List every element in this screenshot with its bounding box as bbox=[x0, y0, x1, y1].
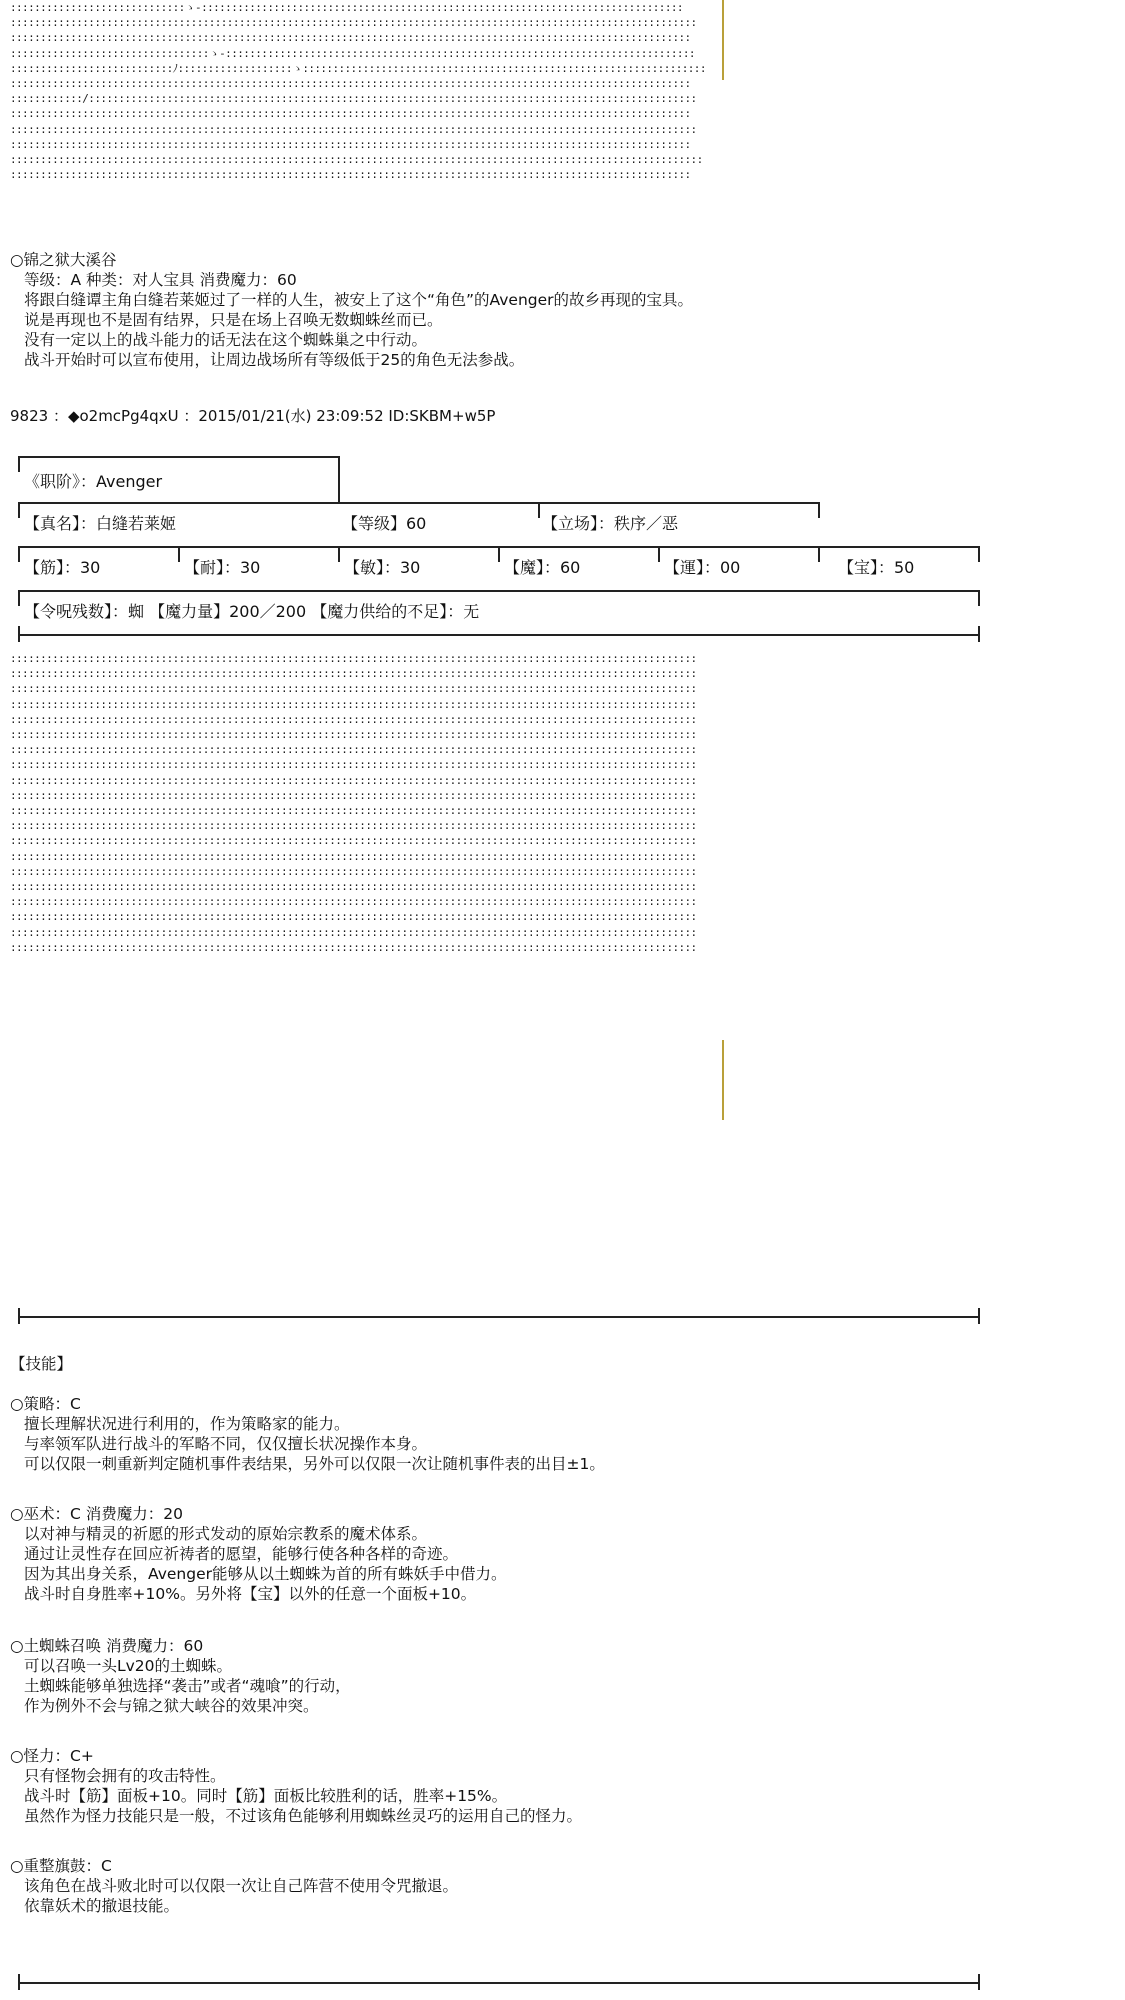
skill-line: 战斗时自身胜率+10%。另外将【宝】以外的任意一个面板+10。 bbox=[24, 1585, 477, 1603]
table-line bbox=[338, 546, 340, 562]
status-luk: 【運】：00 bbox=[664, 558, 741, 577]
ascii-art-top: :::::::::::::::::::::::::::::ゝ-:::::::::::::::::::::::::::::::::::::::::::::::::::::::::::::::::::::::::::::::: :::::::::::::::::::::::::::::::::::::::::::::::::::::::::::::::::::::::::::::::::::::::::::::::::::::::::::::::::: ::::::::::::::::::::::::::::::::::::::::::::::::::::::::::::::::::::::::::::::::::::::::::::::::::::::::::::::::: :::::::::::::::::::::::::::::::::ゝ-:::::::::::::::::::::::::::::::::::::::::::::::::::::::::::::::::::::::::::::: :::::::::::::::::::::::::::ﾉ:::::::::::::::::::ゝ::::::::::::::::::::::::::::::::::::::::::::::::::::::::::::::::::: ::::::::::::::::::::::::::::::::::::::::::::::::::::::::::::::::::::::::::::::::::::::::::::::::::::::::::::::::: ::::::::::::/::::::::::::::::::::::::::::::::::::::::::::::::::::::::::::::::::::::::::::::::::::::::::::::::::::: ::::::::::::::::::::::::::::::::::::::::::::::::::::::::::::::::::::::::::::::::::::::::::::::::::::::::::::::::: :::::::::::::::::::::::::::::::::::::::::::::::::::::::::::::::::::::::::::::::::::::::::::::::::::::::::::::::::: ::::::::::::::::::::::::::::::::::::::::::::::::::::::::::::::::::::::::::::::::::::::::::::::::::::::::::::::::: ::::::::::::::::::::::::::::::::::::::::::::::::::::::::::::::::::::::::::::::::::::::::::::::::::::::::::::::::::: ::::::::::::::::::::::::::::::::::::::::::::::::::::::::::::::::::::::::::::::::::::::::::::::::::::::::::::::::: bbox=[10, 1, 706, 182]
separator-line bbox=[18, 1316, 980, 1318]
skill-line: 因为其出身关系，Avenger能够从以土蜘蛛为首的所有蛛妖手中借力。 bbox=[24, 1565, 507, 1583]
np-line-3: 说是再现也不是固有结界，只是在场上召唤无数蜘蛛丝而已。 bbox=[24, 311, 443, 329]
table-line bbox=[818, 546, 820, 562]
skill-line: 通过让灵性存在回应祈祷者的愿望，能够行使各种各样的奇迹。 bbox=[24, 1545, 459, 1563]
skill-title: ○怪力：C+ bbox=[10, 1747, 94, 1765]
separator-line bbox=[978, 1974, 980, 1990]
table-line bbox=[178, 546, 180, 562]
np-line-4: 没有一定以上的战斗能力的话无法在这个蜘蛛巢之中行动。 bbox=[24, 331, 428, 349]
table-line bbox=[18, 502, 20, 518]
np-line-2: 将跟白缝谭主角白缝若莱姬过了一样的人生，被安上了这个“角色”的Avenger的故乡再现的宝具。 bbox=[24, 291, 694, 309]
skill-line: 依靠妖术的撤退技能。 bbox=[24, 1897, 180, 1915]
ascii-art-mid: :::::::::::::::::::::::::::::::::::::::::::::::::::::::::::::::::::::::::::::::::::::::::::::::::::::::::::::::::: :::::::::::::::::::::::::::::::::::::::::::::::::::::::::::::::::::::::::::::::::::::::::::::::::::::::::::::::::: :::::::::::::::::::::::::::::::::::::::::::::::::::::::::::::::::::::::::::::::::::::::::::::::::::::::::::::::::: :::::::::::::::::::::::::::::::::::::::::::::::::::::::::::::::::::::::::::::::::::::::::::::::::::::::::::::::::: :::::::::::::::::::::::::::::::::::::::::::::::::::::::::::::::::::::::::::::::::::::::::::::::::::::::::::::::::: :::::::::::::::::::::::::::::::::::::::::::::::::::::::::::::::::::::::::::::::::::::::::::::::::::::::::::::::::: :::::::::::::::::::::::::::::::::::::::::::::::::::::::::::::::::::::::::::::::::::::::::::::::::::::::::::::::::: :::::::::::::::::::::::::::::::::::::::::::::::::::::::::::::::::::::::::::::::::::::::::::::::::::::::::::::::::: :::::::::::::::::::::::::::::::::::::::::::::::::::::::::::::::::::::::::::::::::::::::::::::::::::::::::::::::::: :::::::::::::::::::::::::::::::::::::::::::::::::::::::::::::::::::::::::::::::::::::::::::::::::::::::::::::::::: :::::::::::::::::::::::::::::::::::::::::::::::::::::::::::::::::::::::::::::::::::::::::::::::::::::::::::::::::: :::::::::::::::::::::::::::::::::::::::::::::::::::::::::::::::::::::::::::::::::::::::::::::::::::::::::::::::::: :::::::::::::::::::::::::::::::::::::::::::::::::::::::::::::::::::::::::::::::::::::::::::::::::::::::::::::::::: :::::::::::::::::::::::::::::::::::::::::::::::::::::::::::::::::::::::::::::::::::::::::::::::::::::::::::::::::: :::::::::::::::::::::::::::::::::::::::::::::::::::::::::::::::::::::::::::::::::::::::::::::::::::::::::::::::::: :::::::::::::::::::::::::::::::::::::::::::::::::::::::::::::::::::::::::::::::::::::::::::::::::::::::::::::::::: :::::::::::::::::::::::::::::::::::::::::::::::::::::::::::::::::::::::::::::::::::::::::::::::::::::::::::::::::: :::::::::::::::::::::::::::::::::::::::::::::::::::::::::::::::::::::::::::::::::::::::::::::::::::::::::::::::::: :::::::::::::::::::::::::::::::::::::::::::::::::::::::::::::::::::::::::::::::::::::::::::::::::::::::::::::::::: :::::::::::::::::::::::::::::::::::::::::::::::::::::::::::::::::::::::::::::::::::::::::::::::::::::::::::::::::: bbox=[10, 652, 697, 954]
status-level: 【等级】60 bbox=[342, 514, 427, 533]
separator-line bbox=[18, 1982, 980, 1984]
skill-title: ○策略：C bbox=[10, 1395, 81, 1413]
skill-summon-spider bbox=[10, 1636, 351, 1716]
status-str: 【筋】：30 bbox=[24, 558, 101, 577]
skill-line: 以对神与精灵的祈愿的形式发动的原始宗教系的魔术体系。 bbox=[24, 1525, 428, 1543]
table-line bbox=[18, 456, 340, 458]
skill-line: 战斗时【筋】面板+10。同时【筋】面板比较胜利的话，胜率+15%。 bbox=[24, 1787, 508, 1805]
skill-line: 与率领军队进行战斗的军略不同，仅仅擅长状况操作本身。 bbox=[24, 1435, 428, 1453]
art-accent-line bbox=[722, 1040, 724, 1120]
skills-title: 【技能】 bbox=[10, 1355, 73, 1373]
separator-line bbox=[978, 1308, 980, 1324]
status-np: 【宝】：50 bbox=[838, 558, 915, 577]
table-line bbox=[18, 590, 980, 592]
skill-strategy bbox=[10, 1394, 605, 1474]
skill-title: ○巫术：C 消费魔力：20 bbox=[10, 1505, 183, 1523]
table-line bbox=[978, 546, 980, 562]
skill-line: 作为例外不会与锦之狱大峡谷的效果冲突。 bbox=[24, 1697, 319, 1715]
skill-line: 虽然作为怪力技能只是一般，不过该角色能够利用蜘蛛丝灵巧的运用自己的怪力。 bbox=[24, 1807, 583, 1825]
table-line bbox=[498, 546, 500, 562]
art-accent-line bbox=[722, 0, 724, 80]
table-line bbox=[818, 502, 820, 518]
table-line bbox=[978, 626, 980, 642]
table-line bbox=[978, 590, 980, 606]
skill-line: 只有怪物会拥有的攻击特性。 bbox=[24, 1767, 226, 1785]
np-line-1: 等级：A 种类：对人宝具 消费魔力：60 bbox=[24, 271, 297, 289]
skill-line: 擅长理解状况进行利用的，作为策略家的能力。 bbox=[24, 1415, 350, 1433]
skill-line: 可以仅限一刺重新判定随机事件表结果，另外可以仅限一次让随机事件表的出目±1。 bbox=[24, 1455, 605, 1473]
np-line-5: 战斗开始时可以宣布使用，让周边战场所有等级低于25的角色无法参战。 bbox=[24, 351, 525, 369]
table-line bbox=[18, 456, 20, 472]
skill-line: 土蜘蛛能够单独选择“袭击”或者“魂喰”的行动， bbox=[24, 1677, 351, 1695]
table-line bbox=[18, 590, 20, 606]
separator-line bbox=[18, 1308, 20, 1324]
status-true-name: 【真名】：白缝若莱姬 bbox=[24, 514, 177, 533]
noble-phantasm-section bbox=[10, 250, 693, 370]
table-line bbox=[18, 546, 20, 562]
status-class: 《职阶》：Avenger bbox=[24, 472, 163, 491]
skill-regroup bbox=[10, 1856, 458, 1916]
table-line bbox=[658, 546, 660, 562]
status-mag: 【魔】：60 bbox=[504, 558, 581, 577]
status-alignment: 【立场】：秩序／恶 bbox=[542, 514, 679, 533]
post-header: 9823 ：◆o2mcPg4qxU ：2015/01/21(水) 23:09:52 ID:SKBM+w5P bbox=[10, 407, 496, 425]
table-line bbox=[338, 456, 340, 504]
skill-line: 可以召唤一头Lv20的土蜘蛛。 bbox=[24, 1657, 233, 1675]
separator-line bbox=[18, 1974, 20, 1990]
skill-title: ○土蜘蛛召唤 消费魔力：60 bbox=[10, 1637, 204, 1655]
skill-monstrous-strength bbox=[10, 1746, 582, 1826]
skill-line: 该角色在战斗败北时可以仅限一次让自己阵营不使用令咒撤退。 bbox=[24, 1877, 459, 1895]
table-line bbox=[18, 634, 980, 636]
status-agi: 【敏】：30 bbox=[344, 558, 421, 577]
status-end: 【耐】：30 bbox=[184, 558, 261, 577]
skill-title: ○重整旗鼓：C bbox=[10, 1857, 112, 1875]
table-line bbox=[18, 502, 820, 504]
table-line bbox=[538, 502, 540, 518]
skill-shamanism bbox=[10, 1504, 506, 1604]
status-command: 【令呪残数】：蜘 【魔力量】200／200 【魔力供给的不足】：无 bbox=[24, 602, 480, 621]
noble-phantasm-title: ○锦之狱大溪谷 bbox=[10, 251, 117, 269]
table-line bbox=[18, 626, 20, 642]
